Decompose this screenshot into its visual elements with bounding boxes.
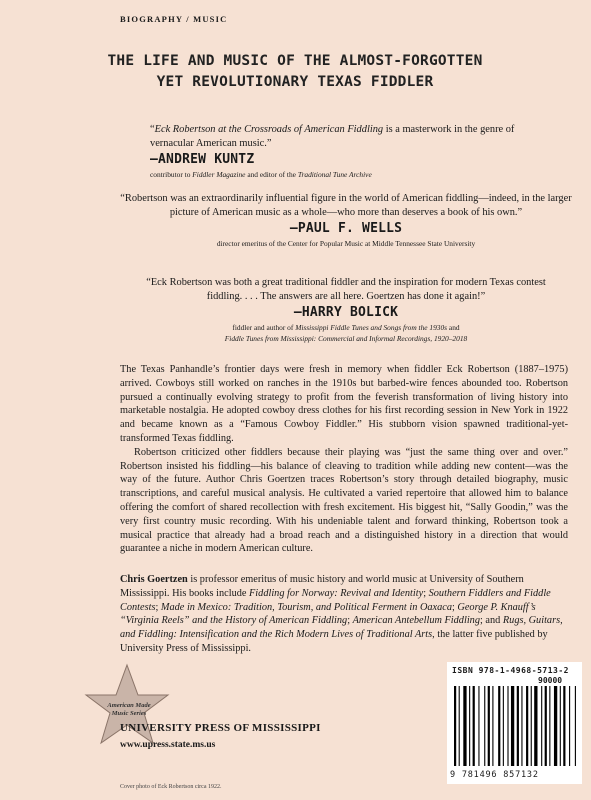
description-paragraph-1: The Texas Panhandle’s frontier days were fresh in memory when fiddler Eck Robertson (1887–1975) arrived. Cowboys still worked on ranches in the 1910s but barbed-wire fences abounded too. Robertson pursued a continually evolving strategy to profit from the feverish transformation of living history into marketable nostalgia. He adopted cowboy dress clothes for his first recording session in New York in 1922 and became known as a “Famous Cowboy Fiddler.” His stubborn vision spawned traditional-yet-transformed Texas fiddling. <box>120 364 568 444</box>
series-label: American Made Music Series <box>107 702 151 717</box>
endorsement-quote-3 <box>130 276 562 344</box>
quote-author: —HARRY BOLICK <box>293 305 399 320</box>
quote-author: —PAUL F. WELLS <box>289 221 403 236</box>
author-bio: Chris Goertzen is professor emeritus of music history and world music at University of Southern Mississippi. His books include Fiddling for Norway: Revival and Identity; Southern Fiddlers and Fiddle Contests; Made in Mexico: Tradition, Tourism, and Political Ferment in Oaxaca; George P. Knauff’s “Virginia Reels” and the History of American Fiddling; American Antebellum Fiddling; and Rugs, Guitars, and Fiddling: Intensification and the Rich Modern Lives of Traditional Arts, the latter five published by University Press of Mississippi. <box>120 574 563 654</box>
price-code: 90000 <box>538 676 563 685</box>
book-description <box>120 363 568 556</box>
quote-text: “Eck Robertson at the Crossroads of American Fiddling is a masterwork in the genre of vernacular American music.” <box>150 124 515 149</box>
quote-text: “Robertson was an extraordinarily influential figure in the world of American fiddling—indeed, in the larger picture of American music as a whole—who more than deserves a book of his own.” <box>120 193 572 218</box>
category-label: BIOGRAPHY / MUSIC <box>120 14 228 24</box>
quote-credential: fiddler and author of Mississippi Fiddle Tunes and Songs from the 1930s and Fiddle Tunes from Mississippi: Commercial and Informal Recordings, 1920–2018 <box>224 323 468 343</box>
quote-text: “Eck Robertson was both a great traditional fiddler and the inspiration for modern Texas contest fiddling. . . . The answers are all here. Goertzen has done it again!” <box>146 277 546 302</box>
ean-digits: 9 781496 857132 <box>450 770 539 780</box>
endorsement-quote-2 <box>120 192 572 249</box>
quote-credential: director emeritus of the Center for Popular Music at Middle Tennessee State University <box>216 239 476 248</box>
author-name: Chris Goertzen <box>120 574 188 585</box>
isbn-label: ISBN 978-1-4968-5713-2 <box>452 666 569 675</box>
headline-line-1: THE LIFE AND MUSIC OF THE ALMOST-FORGOTTEN <box>107 53 483 69</box>
quote-author: —ANDREW KUNTZ <box>150 152 255 167</box>
endorsement-quote-1 <box>150 123 550 180</box>
cover-photo-credit: Cover photo of Eck Robertson circa 1922. <box>120 784 222 790</box>
headline-line-2: YET REVOLUTIONARY TEXAS FIDDLER <box>156 74 434 90</box>
quote-credential: contributor to Fiddler Magazine and editor of the Traditional Tune Archive <box>150 170 372 179</box>
barcode-icon <box>452 686 578 768</box>
publisher-name: UNIVERSITY PRESS OF MISSISSIPPI <box>120 722 321 734</box>
headline <box>60 51 530 93</box>
description-paragraph-2: Robertson criticized other fiddlers because their playing was “just the same thing over and over.” Robertson insisted his fiddling—his balance of cleaving to tradition while adding new content—was the way of the future. Author Chris Goertzen traces Robertson’s story through detailed biography, music transcriptions, and careful musical analysis. He cultivated a varied repertoire that allowed him to balance offering the comfort of shared recollection with fresh excitement. His biggest hit, “Sally Goodin,” was the very first country music recording. With his undeniable talent and forward thinking, Robertson took a musical practice that already had a broad reach and a distinguished history in a direction that would guarantee a niche in modern American culture. <box>120 446 568 555</box>
publisher-website: www.upress.state.ms.us <box>120 740 216 750</box>
